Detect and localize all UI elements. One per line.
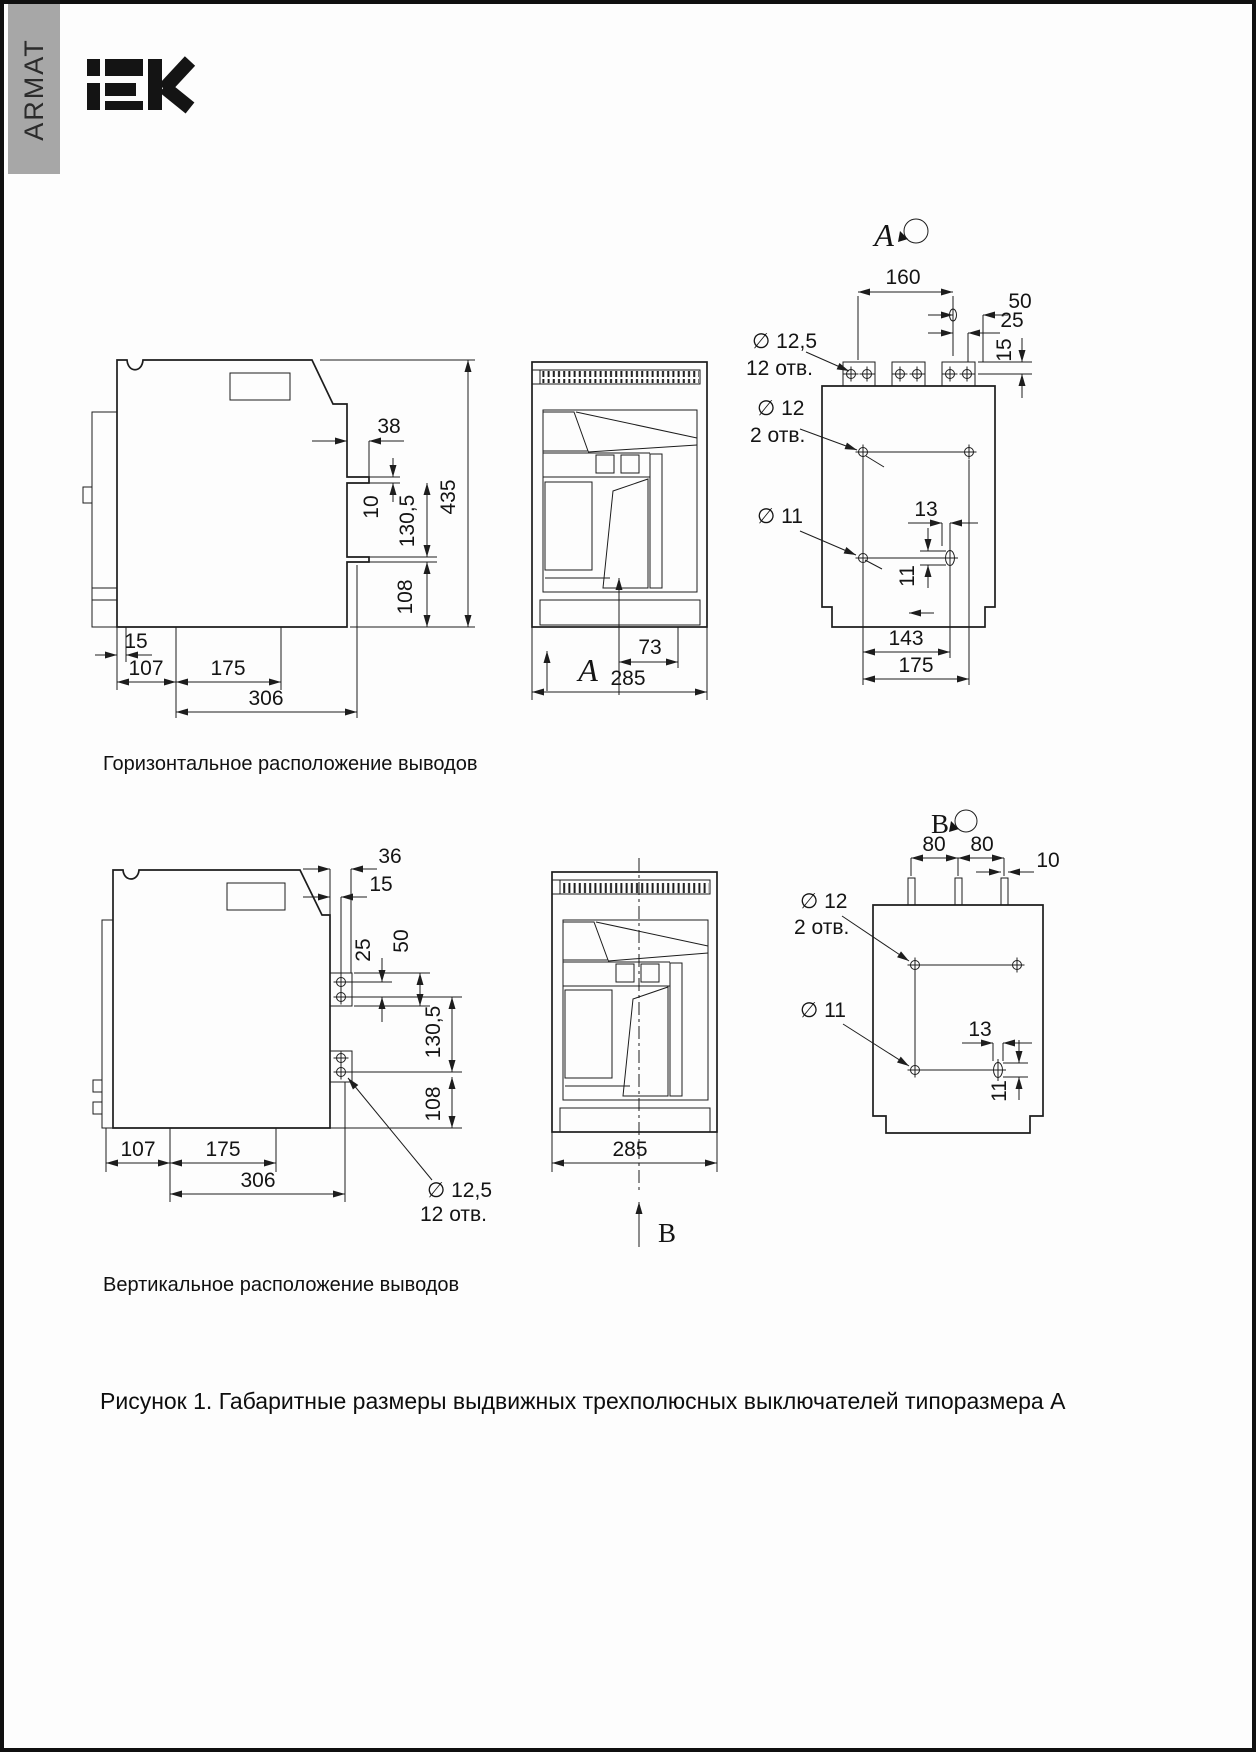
h-rear-hole-125: ∅ 12,5 <box>752 330 817 353</box>
v-rear-dim-10: 10 <box>1036 849 1060 872</box>
v-side-dim-130-5: 130,5 <box>422 1005 445 1059</box>
v-front-view-letter: В <box>657 1218 677 1248</box>
h-rear-dim-25: 25 <box>1000 309 1024 332</box>
h-front-dim-73: 73 <box>638 636 662 659</box>
h-front-view <box>532 362 707 700</box>
h-side-dim-435: 435 <box>437 479 460 515</box>
h-front-dim-285: 285 <box>610 667 646 690</box>
v-side-hole-125: ∅ 12,5 <box>427 1179 492 1202</box>
h-rear-dim-143: 143 <box>888 627 924 650</box>
figure-caption: Рисунок 1. Габаритные размеры выдвижных трехполюсных выключателей типоразмера А <box>100 1388 1066 1414</box>
v-rear-hole-11: ∅ 11 <box>800 999 846 1022</box>
h-rear-hole-11: ∅ 11 <box>757 505 803 528</box>
h-rear-dim-50: 50 <box>1008 290 1032 313</box>
h-rear-dim-11: 11 <box>896 565 919 587</box>
h-side-dim-15: 15 <box>124 630 148 653</box>
h-rear-dim-160: 160 <box>885 266 921 289</box>
v-side-dim-25: 25 <box>352 938 375 962</box>
vertical-section-title: Вертикальное расположение выводов <box>103 1274 460 1296</box>
h-side-dim-130-5: 130,5 <box>396 494 419 548</box>
v-side-dim-15: 15 <box>369 873 393 896</box>
v-rear-view-letter: В <box>930 809 950 839</box>
iek-logo <box>87 59 190 110</box>
armat-tab-label: ARMAT <box>18 37 49 141</box>
view-circle-icon <box>904 219 928 243</box>
h-rear-view-letter: A <box>874 217 894 253</box>
v-side-dim-175: 175 <box>205 1138 241 1161</box>
h-rear-hole-12: ∅ 12 <box>757 397 805 420</box>
v-side-dim-50: 50 <box>390 929 413 953</box>
v-rear-view <box>794 809 1060 1133</box>
h-side-dim-107: 107 <box>128 657 164 680</box>
h-side-dim-10: 10 <box>360 495 383 519</box>
h-side-dim-38: 38 <box>377 415 401 438</box>
h-front-view-letter: A <box>578 652 598 688</box>
v-front-view <box>552 858 717 1248</box>
h-side-view <box>83 360 475 718</box>
v-rear-dim-11: 11 <box>988 1080 1011 1102</box>
h-rear-dim-13: 13 <box>914 498 938 521</box>
v-side-dim-306: 306 <box>240 1169 276 1192</box>
h-rear-dim-15: 15 <box>993 338 1016 362</box>
v-side-dim-108: 108 <box>422 1086 445 1122</box>
h-rear-dim-175: 175 <box>898 654 934 677</box>
v-rear-dim-80-left: 80 <box>922 833 946 856</box>
h-rear-hole-125-count: 12 отв. <box>746 357 814 380</box>
v-side-hole-125-count: 12 отв. <box>420 1203 488 1226</box>
h-side-dim-306: 306 <box>248 687 284 710</box>
v-side-dim-107: 107 <box>120 1138 156 1161</box>
h-side-dim-108: 108 <box>394 579 417 615</box>
v-rear-hole-12: ∅ 12 <box>800 890 848 913</box>
v-front-dim-285: 285 <box>612 1138 648 1161</box>
h-rear-view <box>746 217 1032 685</box>
v-side-dim-36: 36 <box>378 845 402 868</box>
v-rear-hole-12-count: 2 отв. <box>794 916 850 939</box>
horizontal-section-title: Горизонтальное расположение выводов <box>103 753 478 775</box>
v-rear-dim-80-right: 80 <box>970 833 994 856</box>
h-side-dim-175: 175 <box>210 657 246 680</box>
h-rear-hole-12-count: 2 отв. <box>750 424 806 447</box>
v-side-view <box>93 845 492 1226</box>
v-rear-dim-13: 13 <box>968 1018 992 1041</box>
